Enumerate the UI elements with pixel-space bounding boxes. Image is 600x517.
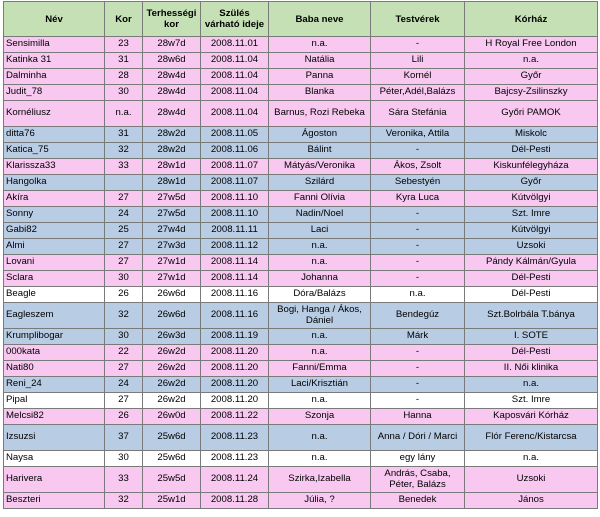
gestational-age-cell: 28w4d <box>143 69 201 85</box>
baby-name-cell: n.a. <box>269 37 371 53</box>
due-date-cell: 2008.11.12 <box>201 239 269 255</box>
gestational-age-cell: 25w5d <box>143 467 201 493</box>
gestational-age-cell: 26w2d <box>143 377 201 393</box>
due-date-cell: 2008.11.22 <box>201 409 269 425</box>
baby-name-cell: n.a. <box>269 329 371 345</box>
name-cell: Akíra <box>4 191 105 207</box>
age-cell: 24 <box>105 207 143 223</box>
name-cell: Reni_24 <box>4 377 105 393</box>
hospital-cell: Dél-Pesti <box>465 287 598 303</box>
name-cell: Eagleszem <box>4 303 105 329</box>
due-date-cell: 2008.11.04 <box>201 53 269 69</box>
name-cell: Judit_78 <box>4 85 105 101</box>
baby-name-cell: Bálint <box>269 143 371 159</box>
table-row <box>4 409 598 425</box>
name-cell: Beszteri <box>4 493 105 509</box>
age-cell: 22 <box>105 345 143 361</box>
baby-name-cell: n.a. <box>269 345 371 361</box>
due-date-cell: 2008.11.06 <box>201 143 269 159</box>
gestational-age-cell: 26w2d <box>143 393 201 409</box>
baby-name-cell: Johanna <box>269 271 371 287</box>
gestational-age-cell: 28w1d <box>143 175 201 191</box>
table-row <box>4 175 598 191</box>
table-row <box>4 377 598 393</box>
table-row <box>4 361 598 377</box>
name-cell: Klarissza33 <box>4 159 105 175</box>
table-wrapper <box>3 1 598 509</box>
table-row <box>4 329 598 345</box>
name-cell: Pipal <box>4 393 105 409</box>
table-row <box>4 255 598 271</box>
due-date-cell: 2008.11.20 <box>201 393 269 409</box>
baby-name-cell: n.a. <box>269 451 371 467</box>
table-row <box>4 191 598 207</box>
name-cell: Sclara <box>4 271 105 287</box>
baby-name-cell: Dóra/Balázs <box>269 287 371 303</box>
gestational-age-cell: 28w4d <box>143 85 201 101</box>
table-row <box>4 287 598 303</box>
due-date-cell: 2008.11.10 <box>201 207 269 223</box>
gestational-age-cell: 27w4d <box>143 223 201 239</box>
siblings-cell: András, Csaba, Péter, Balázs <box>371 467 465 493</box>
siblings-cell: - <box>371 255 465 271</box>
siblings-cell: Veronika, Attila <box>371 127 465 143</box>
hospital-cell: H Royal Free London <box>465 37 598 53</box>
gestational-age-cell: 28w6d <box>143 53 201 69</box>
name-cell: Dalminha <box>4 69 105 85</box>
age-cell: 28 <box>105 69 143 85</box>
baby-name-cell: Nadin/Noel <box>269 207 371 223</box>
gestational-age-cell: 25w6d <box>143 451 201 467</box>
hospital-cell: Bajcsy-Zsilinszky <box>465 85 598 101</box>
name-cell: Beagle <box>4 287 105 303</box>
due-date-cell: 2008.11.19 <box>201 329 269 345</box>
hospital-cell: Szt.Bolrbála T.bánya <box>465 303 598 329</box>
gestational-age-cell: 27w3d <box>143 239 201 255</box>
age-cell: 30 <box>105 271 143 287</box>
siblings-cell: - <box>371 271 465 287</box>
due-date-cell: 2008.11.20 <box>201 345 269 361</box>
name-cell: Lovani <box>4 255 105 271</box>
siblings-cell: - <box>371 223 465 239</box>
header-row <box>4 2 598 37</box>
hospital-cell: n.a. <box>465 377 598 393</box>
siblings-cell: - <box>371 361 465 377</box>
col-header-korhaz: Kórház <box>465 2 598 37</box>
age-cell: 27 <box>105 191 143 207</box>
siblings-cell: Kyra Luca <box>371 191 465 207</box>
siblings-cell: Péter,Adél,Balázs <box>371 85 465 101</box>
siblings-cell: Ákos, Zsolt <box>371 159 465 175</box>
hospital-cell: Kútvölgyi <box>465 191 598 207</box>
due-date-cell: 2008.11.04 <box>201 85 269 101</box>
due-date-cell: 2008.11.23 <box>201 451 269 467</box>
gestational-age-cell: 25w1d <box>143 493 201 509</box>
table-row <box>4 345 598 361</box>
name-cell: Naysa <box>4 451 105 467</box>
baby-name-cell: Szirka,Izabella <box>269 467 371 493</box>
siblings-cell: - <box>371 345 465 361</box>
due-date-cell: 2008.11.28 <box>201 493 269 509</box>
baby-name-cell: n.a. <box>269 255 371 271</box>
age-cell: 32 <box>105 303 143 329</box>
baby-name-cell: Panna <box>269 69 371 85</box>
siblings-cell: - <box>371 37 465 53</box>
name-cell: 000kata <box>4 345 105 361</box>
age-cell: 31 <box>105 127 143 143</box>
gestational-age-cell: 28w7d <box>143 37 201 53</box>
baby-name-cell: Júlia, ? <box>269 493 371 509</box>
age-cell: 23 <box>105 37 143 53</box>
baby-name-cell: Szonja <box>269 409 371 425</box>
due-date-cell: 2008.11.16 <box>201 303 269 329</box>
hospital-cell: II. Női klinika <box>465 361 598 377</box>
due-date-cell: 2008.11.04 <box>201 69 269 85</box>
gestational-age-cell: 25w6d <box>143 425 201 451</box>
siblings-cell: Hanna <box>371 409 465 425</box>
name-cell: Katica_75 <box>4 143 105 159</box>
name-cell: ditta76 <box>4 127 105 143</box>
age-cell: 30 <box>105 329 143 345</box>
gestational-age-cell: 26w3d <box>143 329 201 345</box>
baby-name-cell: Fanni Olívia <box>269 191 371 207</box>
siblings-cell: - <box>371 143 465 159</box>
table-row <box>4 493 598 509</box>
table-row <box>4 85 598 101</box>
hospital-cell: I. SOTE <box>465 329 598 345</box>
baby-name-cell: Bogi, Hanga / Ákos, Dániel <box>269 303 371 329</box>
gestational-age-cell: 26w2d <box>143 345 201 361</box>
baby-name-cell: Blanka <box>269 85 371 101</box>
table-row <box>4 159 598 175</box>
gestational-age-cell: 28w2d <box>143 143 201 159</box>
hospital-cell: Dél-Pesti <box>465 345 598 361</box>
table-row <box>4 451 598 467</box>
age-cell: 25 <box>105 223 143 239</box>
age-cell: 27 <box>105 255 143 271</box>
due-date-cell: 2008.11.07 <box>201 159 269 175</box>
gestational-age-cell: 28w1d <box>143 159 201 175</box>
hospital-cell: Miskolc <box>465 127 598 143</box>
hospital-cell: Kútvölgyi <box>465 223 598 239</box>
due-date-cell: 2008.11.05 <box>201 127 269 143</box>
hospital-cell: Dél-Pesti <box>465 271 598 287</box>
siblings-cell: Sára Stefánia <box>371 101 465 127</box>
name-cell: Nati80 <box>4 361 105 377</box>
hospital-cell: Dél-Pesti <box>465 143 598 159</box>
name-cell: Hangolka <box>4 175 105 191</box>
hospital-cell: Győr <box>465 69 598 85</box>
gestational-age-cell: 26w6d <box>143 303 201 329</box>
hospital-cell: Szt. Imre <box>465 207 598 223</box>
due-date-cell: 2008.11.20 <box>201 377 269 393</box>
gestational-age-cell: 27w1d <box>143 271 201 287</box>
hospital-cell: János <box>465 493 598 509</box>
hospital-cell: Pándy Kálmán/Gyula <box>465 255 598 271</box>
gestational-age-cell: 26w6d <box>143 287 201 303</box>
siblings-cell: - <box>371 393 465 409</box>
hospital-cell: Flór Ferenc/Kistarcsa <box>465 425 598 451</box>
hospital-cell: Uzsoki <box>465 467 598 493</box>
due-date-cell: 2008.11.23 <box>201 425 269 451</box>
gestational-age-cell: 26w2d <box>143 361 201 377</box>
siblings-cell: Sebestyén <box>371 175 465 191</box>
data-table <box>3 1 598 509</box>
due-date-cell: 2008.11.01 <box>201 37 269 53</box>
siblings-cell: - <box>371 377 465 393</box>
baby-name-cell: Ágoston <box>269 127 371 143</box>
due-date-cell: 2008.11.14 <box>201 255 269 271</box>
baby-name-cell: Szilárd <box>269 175 371 191</box>
hospital-cell: Kaposvári Kórház <box>465 409 598 425</box>
siblings-cell: Lili <box>371 53 465 69</box>
age-cell: 27 <box>105 393 143 409</box>
due-date-cell: 2008.11.20 <box>201 361 269 377</box>
col-header-nev: Név <box>4 2 105 37</box>
table-row <box>4 101 598 127</box>
hospital-cell: Kiskunfélegyháza <box>465 159 598 175</box>
age-cell: 30 <box>105 85 143 101</box>
age-cell: 26 <box>105 409 143 425</box>
gestational-age-cell: 28w2d <box>143 127 201 143</box>
name-cell: Izsuzsi <box>4 425 105 451</box>
name-cell: Krumplibogar <box>4 329 105 345</box>
table-row <box>4 393 598 409</box>
name-cell: Sensimilla <box>4 37 105 53</box>
age-cell: 30 <box>105 451 143 467</box>
table-row <box>4 467 598 493</box>
age-cell: 26 <box>105 287 143 303</box>
table-row <box>4 271 598 287</box>
table-row <box>4 127 598 143</box>
age-cell <box>105 175 143 191</box>
baby-name-cell: Barnus, Rozi Rebeka <box>269 101 371 127</box>
table-row <box>4 207 598 223</box>
baby-name-cell: Mátyás/Veronika <box>269 159 371 175</box>
table-row <box>4 425 598 451</box>
gestational-age-cell: 27w5d <box>143 207 201 223</box>
age-cell: 37 <box>105 425 143 451</box>
name-cell: Almi <box>4 239 105 255</box>
hospital-cell: Győr <box>465 175 598 191</box>
baby-name-cell: Fanni/Emma <box>269 361 371 377</box>
siblings-cell: Kornél <box>371 69 465 85</box>
due-date-cell: 2008.11.07 <box>201 175 269 191</box>
table-row <box>4 223 598 239</box>
table-row <box>4 53 598 69</box>
baby-name-cell: Laci <box>269 223 371 239</box>
hospital-cell: Uzsoki <box>465 239 598 255</box>
col-header-terhessegi-kor: Terhességi kor <box>143 2 201 37</box>
hospital-cell: n.a. <box>465 451 598 467</box>
baby-name-cell: Laci/Krisztián <box>269 377 371 393</box>
table-row <box>4 69 598 85</box>
due-date-cell: 2008.11.04 <box>201 101 269 127</box>
due-date-cell: 2008.11.10 <box>201 191 269 207</box>
siblings-cell: n.a. <box>371 287 465 303</box>
table-body <box>4 37 598 509</box>
due-date-cell: 2008.11.14 <box>201 271 269 287</box>
table-row <box>4 303 598 329</box>
name-cell: Melcsi82 <box>4 409 105 425</box>
table-row <box>4 239 598 255</box>
table-row <box>4 143 598 159</box>
table-row <box>4 37 598 53</box>
hospital-cell: Győri PAMOK <box>465 101 598 127</box>
col-header-kor: Kor <box>105 2 143 37</box>
col-header-szules-ideje: Szülés várható ideje <box>201 2 269 37</box>
gestational-age-cell: 26w0d <box>143 409 201 425</box>
siblings-cell: Bendegúz <box>371 303 465 329</box>
baby-name-cell: Natália <box>269 53 371 69</box>
due-date-cell: 2008.11.16 <box>201 287 269 303</box>
name-cell: Kornéliusz <box>4 101 105 127</box>
age-cell: n.a. <box>105 101 143 127</box>
siblings-cell: egy lány <box>371 451 465 467</box>
hospital-cell: n.a. <box>465 53 598 69</box>
age-cell: 24 <box>105 377 143 393</box>
col-header-baba-neve: Baba neve <box>269 2 371 37</box>
gestational-age-cell: 27w5d <box>143 191 201 207</box>
age-cell: 31 <box>105 53 143 69</box>
col-header-testverek: Testvérek <box>371 2 465 37</box>
age-cell: 27 <box>105 239 143 255</box>
due-date-cell: 2008.11.24 <box>201 467 269 493</box>
siblings-cell: - <box>371 207 465 223</box>
age-cell: 33 <box>105 467 143 493</box>
siblings-cell: Márk <box>371 329 465 345</box>
age-cell: 32 <box>105 493 143 509</box>
due-date-cell: 2008.11.11 <box>201 223 269 239</box>
siblings-cell: Benedek <box>371 493 465 509</box>
age-cell: 32 <box>105 143 143 159</box>
name-cell: Katinka 31 <box>4 53 105 69</box>
siblings-cell: - <box>371 239 465 255</box>
name-cell: Gabi82 <box>4 223 105 239</box>
age-cell: 33 <box>105 159 143 175</box>
age-cell: 27 <box>105 361 143 377</box>
name-cell: Harivera <box>4 467 105 493</box>
baby-name-cell: n.a. <box>269 393 371 409</box>
hospital-cell: Szt. Imre <box>465 393 598 409</box>
name-cell: Sonny <box>4 207 105 223</box>
gestational-age-cell: 27w1d <box>143 255 201 271</box>
siblings-cell: Anna / Dóri / Marci <box>371 425 465 451</box>
gestational-age-cell: 28w4d <box>143 101 201 127</box>
baby-name-cell: n.a. <box>269 239 371 255</box>
baby-name-cell: n.a. <box>269 425 371 451</box>
